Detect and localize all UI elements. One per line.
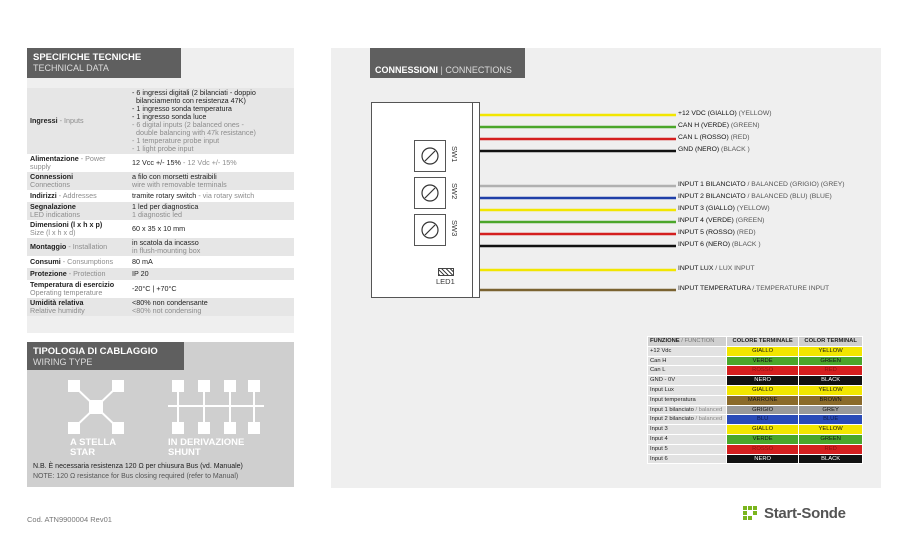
color-table-row [648, 405, 863, 415]
color-table-row [648, 444, 863, 454]
row-color-it: ROSSO [727, 366, 799, 376]
spec-value-en: <80% not condensing [132, 306, 202, 315]
spec-value-it: - 1 ingresso sonda luce [132, 112, 207, 121]
wire-label-it: INPUT 5 (ROSSO) [678, 229, 735, 236]
wire-label-it: INPUT 2 BILANCIATO [678, 193, 746, 200]
row-function-it: Input 4 [650, 435, 668, 442]
spec-value-it: - 6 ingressi digitali (2 bilanciati - doppio [132, 88, 256, 97]
document-code: Cod. ATN9900004 Rev01 [27, 515, 112, 524]
connections-title-it: CONNESSIONI [375, 65, 439, 75]
row-color-it: NERO [727, 376, 799, 386]
wire-label-en: / BALANCED (GRIGIO) (GREY) [745, 181, 845, 188]
wire-label [678, 193, 832, 201]
spec-key-en: LED indications [30, 210, 80, 219]
wire-label-it: INPUT 3 (GIALLO) [678, 205, 735, 212]
wire-label-en: (RED) [734, 229, 756, 236]
row-function-it: Input 2 bilanciato [650, 416, 694, 423]
row-color-en: YELLOW [799, 346, 863, 356]
row-function [648, 434, 727, 444]
color-table-row [648, 415, 863, 425]
row-function [648, 454, 727, 464]
spec-value-en: 12 Vdc +/- 15% [187, 158, 237, 167]
wire-label [678, 217, 764, 225]
spec-key-en: Operating temperature [30, 288, 103, 297]
header-function-it: FUNZIONE [650, 338, 680, 344]
spec-key-en: Protection [73, 269, 106, 278]
spec-value-en: - 1 temperature probe input [132, 136, 220, 145]
header-function [648, 337, 727, 347]
row-function-it: GND - 0V [650, 377, 676, 384]
wiring-type-title-en: WIRING TYPE [33, 357, 93, 367]
wire-label [678, 122, 760, 130]
shunt-label-en: SHUNT [168, 447, 201, 458]
wiring-type-title-it: TIPOLOGIA DI CABLAGGIO [33, 346, 158, 357]
spec-key-en: Addresses [62, 191, 97, 200]
spec-value-en: - 1 light probe input [132, 144, 194, 153]
spec-value-it: -20°C | +70°C [132, 284, 177, 293]
spec-key-en: Size (l x h x d) [30, 228, 76, 237]
row-color-it: VERDE [727, 356, 799, 366]
terminal-block [472, 102, 480, 298]
switch-label-sw1: SW1 [450, 146, 459, 163]
star-label-it: A STELLA [70, 437, 117, 448]
spec-key-en: Inputs [63, 116, 84, 125]
row-color-it: ROSSO [727, 444, 799, 454]
spec-value-it: bilanciamento con resistenza 47K) [132, 96, 246, 105]
header-function-en: / FUNCTION [679, 338, 715, 344]
spec-value-sep: - [198, 191, 203, 200]
spec-key-it: Umidità relativa [30, 298, 84, 307]
row-function [648, 444, 727, 454]
led-label: LED1 [436, 277, 455, 286]
row-function [648, 346, 727, 356]
row-color-en: GREEN [799, 434, 863, 444]
wire-label [678, 110, 772, 118]
color-table-row [648, 385, 863, 395]
row-function-it: Input 1 bilanciato [650, 406, 694, 413]
wire-label-it: INPUT 4 (VERDE) [678, 217, 734, 224]
color-table-row [648, 434, 863, 444]
rotary-dial-icon [420, 220, 440, 240]
row-function [648, 425, 727, 435]
wire-label [678, 146, 750, 154]
spec-value-en: 1 diagnostic led [132, 210, 182, 219]
row-function [648, 395, 727, 405]
spec-key-sep: - [66, 269, 74, 278]
spec-key-sep: - [78, 154, 86, 163]
spec-value-en: - 6 digital inputs (2 balanced ones - [132, 120, 244, 129]
brand-logo [743, 503, 846, 523]
technical-data-title-en: TECHNICAL DATA [33, 63, 109, 73]
spec-value-it: 80 mA [132, 257, 153, 266]
spec-value-en: in flush-mounting box [132, 246, 201, 255]
row-color-en: GREY [799, 405, 863, 415]
row-color-it: VERDE [727, 434, 799, 444]
spec-value-it: <80% non condensante [132, 298, 208, 307]
wire-label-en: (BLACK ) [730, 241, 761, 248]
wire-label [678, 134, 750, 142]
wire-label-en: / TEMPERATURE INPUT [750, 285, 830, 292]
row-function [648, 356, 727, 366]
shunt-label-it: IN DERIVAZIONE [168, 437, 245, 448]
row-color-en: GREEN [799, 356, 863, 366]
spec-key-sep: - [60, 257, 68, 266]
wire-label-en: (RED) [728, 134, 750, 141]
technical-data-title-it: SPECIFICHE TECNICHE [33, 52, 142, 63]
spec-key-en: Power supply [30, 154, 106, 171]
spec-value-en: double balancing with 47k resistance) [132, 128, 256, 137]
spec-key-it: Temperatura di esercizio [30, 280, 115, 289]
color-table-row [648, 376, 863, 386]
wire-label [678, 181, 845, 189]
row-color-it: GIALLO [727, 346, 799, 356]
wire-label-it: INPUT LUX [678, 265, 714, 272]
row-function-it: +12 Vdc [650, 347, 672, 354]
spec-key-it: Indirizzi [30, 191, 57, 200]
spec-value-sep: - [182, 158, 188, 167]
wire-label-en: (GREEN) [733, 217, 765, 224]
spec-value-it: IP 20 [132, 269, 149, 278]
row-color-en: BLACK [799, 376, 863, 386]
spec-value-it: 60 x 35 x 10 mm [132, 224, 186, 233]
spec-key-en: Relative humidity [30, 306, 85, 315]
row-function-en: / balanced [693, 416, 723, 423]
spec-value-it: tramite rotary switch [132, 191, 199, 200]
spec-key-it: Montaggio [30, 242, 67, 251]
connections-title-sep: | [438, 65, 446, 75]
wire-label-it: CAN H (VERDE) [678, 122, 729, 129]
row-function-it: Input temperatura [650, 396, 696, 403]
row-color-it: MARRONE [727, 395, 799, 405]
spec-value-en: wire with removable terminals [132, 180, 227, 189]
row-function-it: Can H [650, 357, 667, 364]
wire-label-it: INPUT 6 (NERO) [678, 241, 730, 248]
rotary-dial-icon [420, 183, 440, 203]
wire-label [678, 241, 761, 249]
row-function-it: Input 3 [650, 426, 668, 433]
row-color-it: GIALLO [727, 385, 799, 395]
header-color-it: COLORE TERMINALE [727, 337, 799, 347]
spec-key-it: Dimensioni (l x h x p) [30, 220, 103, 229]
start-sonde-logo-icon [743, 504, 761, 522]
wire-label-en: (YELLOW) [736, 110, 772, 117]
wire-label [678, 285, 829, 293]
row-color-en: YELLOW [799, 385, 863, 395]
row-function-it: Input 5 [650, 445, 668, 452]
color-table-row [648, 356, 863, 366]
brand-name: Start-Sonde [764, 504, 846, 522]
wire-label-it: CAN L (ROSSO) [678, 134, 729, 141]
row-color-en: RED [799, 444, 863, 454]
wire-label-it: GND (NERO) [678, 146, 720, 153]
wire-label-en: / BALANCED (BLU) (BLUE) [745, 193, 832, 200]
spec-value-it: a filo con morsetti estraibili [132, 172, 217, 181]
wire-label-en: / LUX INPUT [713, 265, 755, 272]
row-color-en: BLUE [799, 415, 863, 425]
spec-key-en: Connections [30, 180, 70, 189]
star-label-en: STAR [70, 447, 96, 458]
spec-key-it: Segnalazione [30, 202, 76, 211]
row-function [648, 415, 727, 425]
switch-label-sw2: SW2 [450, 183, 459, 200]
row-function [648, 405, 727, 415]
spec-key-en: Installation [72, 242, 108, 251]
color-terminal-table [647, 336, 863, 464]
switch-label-sw3: SW3 [450, 220, 459, 237]
wire-label-it: INPUT 1 BILANCIATO [678, 181, 746, 188]
wire-label-en: (BLACK ) [719, 146, 750, 153]
spec-key-it: Protezione [30, 269, 67, 278]
spec-key-it: Consumi [30, 257, 61, 266]
row-function [648, 385, 727, 395]
wire-label-it: INPUT TEMPERATURA [678, 285, 751, 292]
wire-label-en: (YELLOW) [734, 205, 770, 212]
wire-label [678, 229, 756, 237]
spec-key-en: Consumptions [67, 257, 114, 266]
bus-note-en: NOTE: 120 Ω resistance for Bus closing required (refer to Manual) [33, 473, 239, 480]
spec-value-it: - 1 ingresso sonda temperatura [132, 104, 232, 113]
row-function-it: Input 6 [650, 455, 668, 462]
spec-key-sep: - [66, 242, 73, 251]
row-color-it: GRIGIO [727, 405, 799, 415]
spec-key-it: Alimentazione [30, 154, 79, 163]
spec-key-it: Ingressi [30, 116, 58, 125]
wire-label [678, 205, 770, 213]
spec-value-en: via rotary switch [202, 191, 255, 200]
wire-label [678, 265, 755, 273]
color-table-header [648, 337, 863, 347]
row-function [648, 366, 727, 376]
row-function-en: / balanced [693, 406, 723, 413]
row-function-it: Input Lux [650, 386, 674, 393]
wire-label-it: +12 VDC (GIALLO) [678, 110, 737, 117]
spec-key-it: Connessioni [30, 172, 74, 181]
spec-value-it: 12 Vcc +/- 15% [132, 158, 183, 167]
row-color-it: BLU [727, 415, 799, 425]
spec-key-sep: - [56, 191, 63, 200]
row-function-it: Can L [650, 367, 666, 374]
bus-note-it: N.B. È necessaria resistenza 120 Ω per chiusura Bus (vd. Manuale) [33, 463, 243, 470]
color-table-row [648, 395, 863, 405]
spec-value-it: in scatola da incasso [132, 238, 199, 247]
color-table-row [648, 346, 863, 356]
row-function [648, 376, 727, 386]
header-color-en: COLOR TERMINAL [799, 337, 863, 347]
color-table-row [648, 425, 863, 435]
color-table-row [648, 454, 863, 464]
spec-value-it: 1 led per diagnostica [132, 202, 199, 211]
connections-title-en: CONNECTIONS [445, 65, 512, 75]
wire-label-en: (GREEN) [728, 122, 760, 129]
row-color-en: BLACK [799, 454, 863, 464]
row-color-en: RED [799, 366, 863, 376]
row-color-it: GIALLO [727, 425, 799, 435]
color-table-row [648, 366, 863, 376]
led-indicator [438, 268, 454, 276]
rotary-dial-icon [420, 146, 440, 166]
row-color-it: NERO [727, 454, 799, 464]
spec-key-sep: - [57, 116, 64, 125]
row-color-en: YELLOW [799, 425, 863, 435]
row-color-en: BROWN [799, 395, 863, 405]
